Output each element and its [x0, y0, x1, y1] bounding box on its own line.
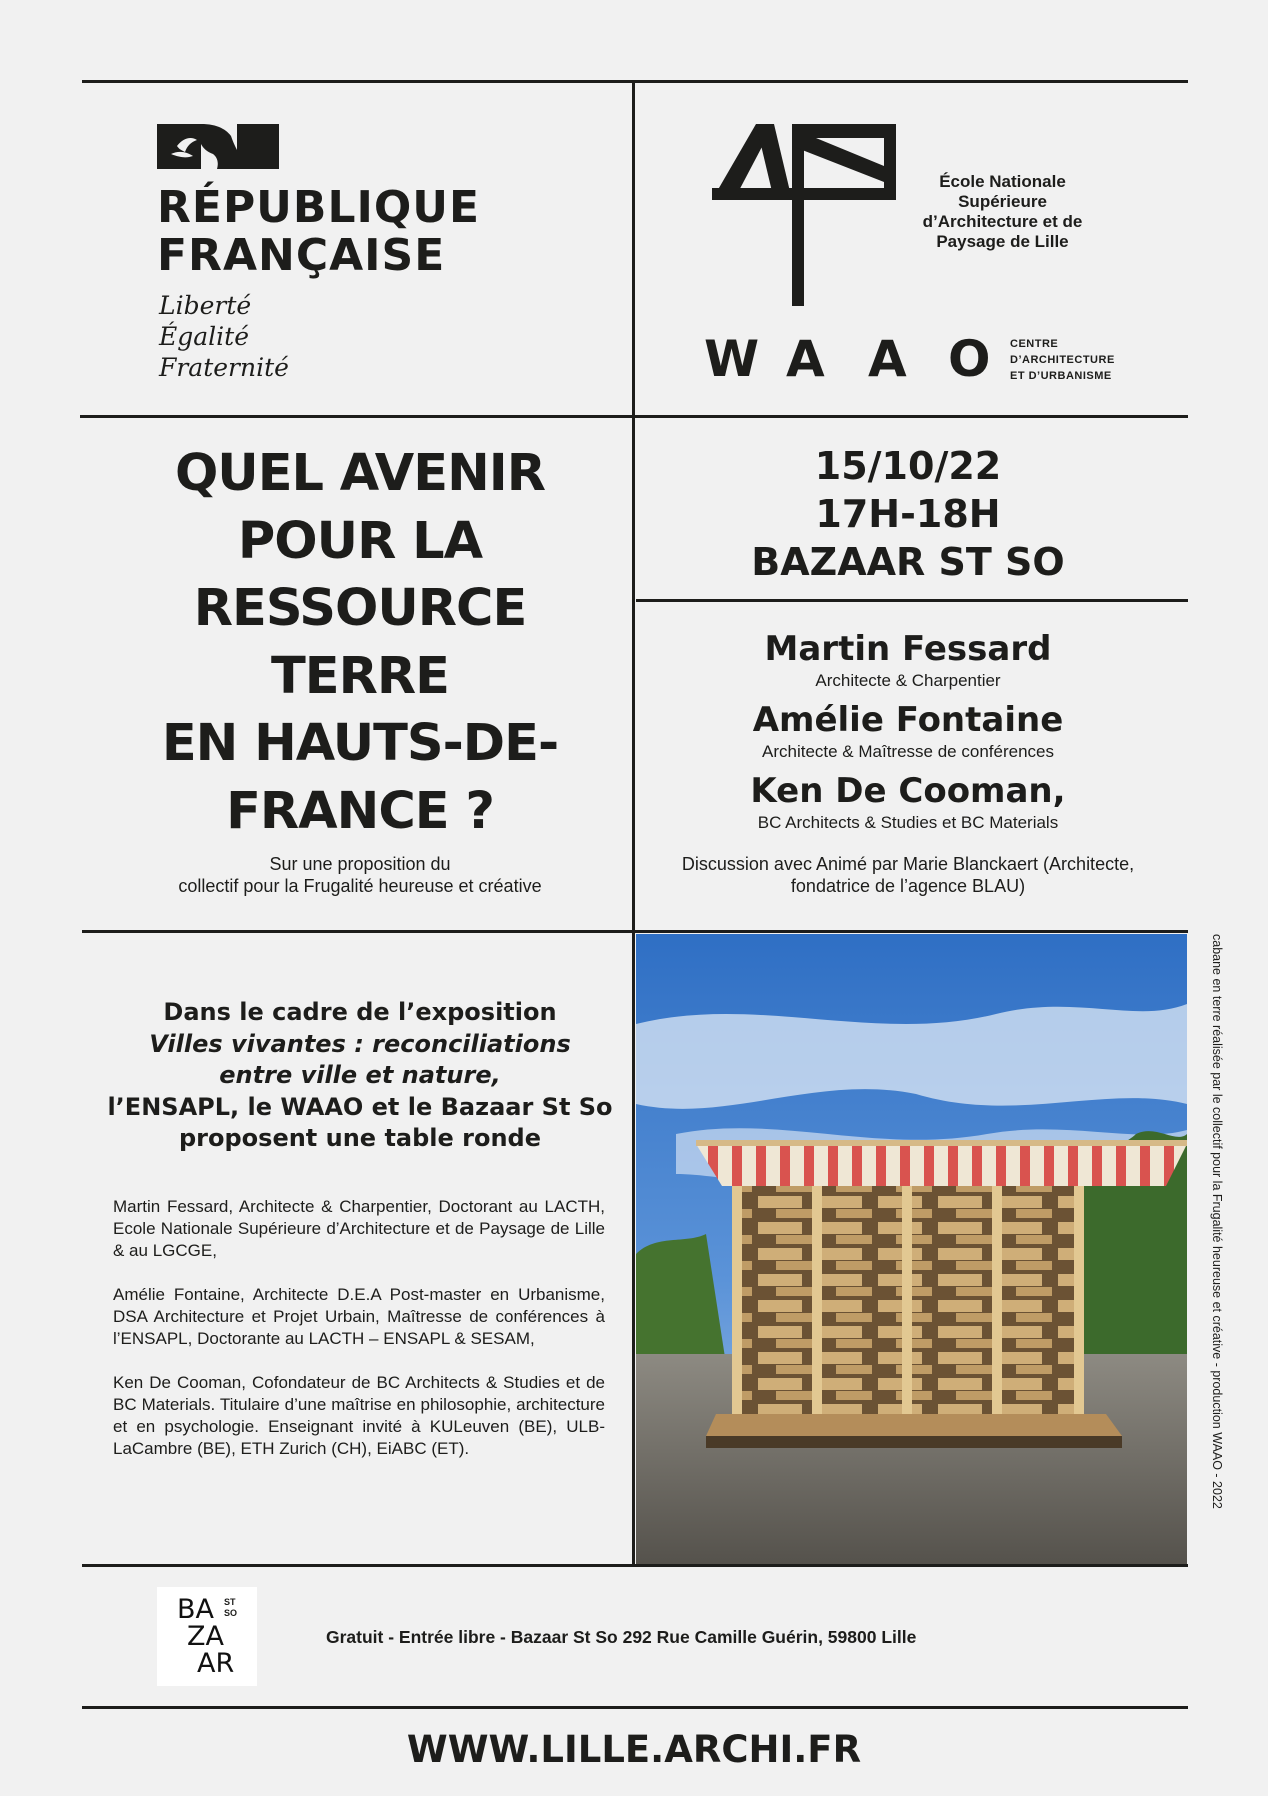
waao-logo [704, 330, 1115, 388]
bazaar-logo-text: BA [177, 1594, 214, 1625]
title-line: QUEL AVENIR [174, 444, 546, 503]
ensapl-name-line: Paysage de Lille [936, 232, 1069, 251]
proposal-line: collectif pour la Frugalité heureuse et créative [178, 876, 542, 896]
top-rule [82, 80, 1188, 83]
title-line: TERRE [270, 646, 449, 706]
motto-line: Fraternité [159, 353, 289, 382]
event-place: BAZAAR ST SO [751, 540, 1065, 584]
bazaar-logo-text: AR [197, 1648, 235, 1679]
speaker-role: BC Architects & Studies et BC Materials [757, 813, 1059, 832]
republique-francaise-logo [157, 124, 481, 384]
moderator-note [640, 853, 1176, 897]
ensapl-name-line: École Nationale [939, 172, 1066, 191]
marianne-icon [157, 124, 279, 169]
speaker-role: Architecte & Maîtresse de conférences [762, 742, 1054, 761]
lower-rule [82, 1564, 1188, 1567]
event-info [640, 442, 1176, 586]
bazaar-logo-small: ST [224, 1597, 236, 1607]
republique-motto [159, 290, 289, 383]
event-date: 15/10/22 [814, 444, 1002, 488]
speaker-role: Architecte & Charpentier [815, 671, 1001, 690]
bio-paragraph: Ken De Cooman, Cofondateur de BC Architects & Studies et de BC Materials. Titulaire d’une maîtrise en philosophie, architecture et en psychologie. Enseignant invité à KULeuven (BE), ULB-LaCambre (BE), ETH Zurich (CH), EiABC (ET). [113, 1373, 605, 1458]
speaker-list [640, 628, 1176, 841]
speaker-item [640, 770, 1176, 834]
ensapl-name-line: Supérieure [958, 192, 1047, 211]
title-line: EN HAUTS-DE- [161, 714, 559, 773]
exhibition-title-line: entre ville et nature, [219, 1061, 501, 1089]
bazaar-logo-text: ZA [187, 1621, 224, 1652]
proposal-note [80, 853, 640, 897]
waao-letter: A [868, 330, 907, 388]
rf-name-line: FRANÇAISE [157, 230, 446, 281]
event-time: 17H-18H [815, 492, 1001, 536]
title-line: FRANCE ? [226, 781, 494, 841]
website-link[interactable]: WWW.LILLE.ARCHI.FR [406, 1728, 862, 1771]
ensapl-name-line: d’Architecture et de [922, 212, 1083, 231]
middle-rule [82, 930, 1188, 933]
bio-paragraph: Martin Fessard, Architecte & Charpentier, Doctorant au LACTH, Ecole Nationale Supérieure d’Architecture et de Paysage de Lille & au LGCGE, [113, 1197, 605, 1260]
title-line: POUR LA [237, 511, 483, 571]
intro-line: l’ENSAPL, le WAAO et le Bazaar St So [107, 1092, 613, 1121]
bazaar-st-so-logo [157, 1587, 257, 1686]
waao-subtitle-line: D’ARCHITECTURE [1010, 354, 1115, 366]
photo-credit-text: cabane en terre réalisée par le collectif pour la Frugalité heureuse et créative - production WAAO - 2022 [1210, 934, 1224, 1509]
speaker-item [640, 628, 1176, 692]
motto-line: Liberté [159, 291, 252, 320]
waao-letter: A [786, 330, 825, 388]
rf-name-line: RÉPUBLIQUE [157, 182, 481, 233]
waao-letter: W [704, 330, 760, 388]
speaker-item [640, 699, 1176, 763]
ensapl-name [900, 172, 1105, 252]
speaker-bios [113, 1196, 605, 1482]
intro-line: Dans le cadre de l’exposition [163, 998, 557, 1026]
exhibition-title-line: Villes vivantes : reconciliations [149, 1029, 571, 1058]
earth-cabin-photo [636, 934, 1187, 1564]
moderator-line: Discussion avec Animé par Marie Blanckaert (Architecte, [681, 854, 1135, 874]
moderator-line: fondatrice de l’agence BLAU) [790, 876, 1026, 896]
proposal-line: Sur une proposition du [269, 854, 451, 874]
waao-subtitle-line: ET D’URBANISME [1010, 370, 1112, 382]
bazaar-logo-small: SO [224, 1608, 238, 1618]
speaker-name: Amélie Fontaine [752, 700, 1064, 740]
footer-rule [82, 1706, 1188, 1709]
photo-credit [1209, 934, 1224, 1564]
motto-line: Égalité [159, 322, 249, 351]
intro-line: proposent une table ronde [178, 1124, 542, 1152]
speaker-name: Martin Fessard [764, 629, 1052, 669]
exhibition-intro [80, 997, 640, 1155]
title-line: RESSOURCE [193, 579, 527, 638]
republique-francaise-wordmark [157, 184, 480, 280]
speaker-name: Ken De Cooman, [750, 771, 1066, 811]
event-divider [636, 599, 1188, 602]
waao-subtitle [1010, 336, 1115, 384]
bio-paragraph: Amélie Fontaine, Architecte D.E.A Post-master en Urbanisme, DSA Architecture et Projet Urbain, Maîtresse de conférences à l’ENSAPL, Doctorante au LACTH – ENSAPL & SESAM, [113, 1285, 605, 1348]
waao-letter: O [948, 330, 991, 388]
page-title [80, 440, 640, 845]
practical-info: Gratuit - Entrée libre - Bazaar St So 292 Rue Camille Guérin, 59800 Lille [326, 1627, 917, 1647]
waao-subtitle-line: CENTRE [1010, 338, 1059, 350]
ensapl-ap-logo [712, 124, 896, 306]
